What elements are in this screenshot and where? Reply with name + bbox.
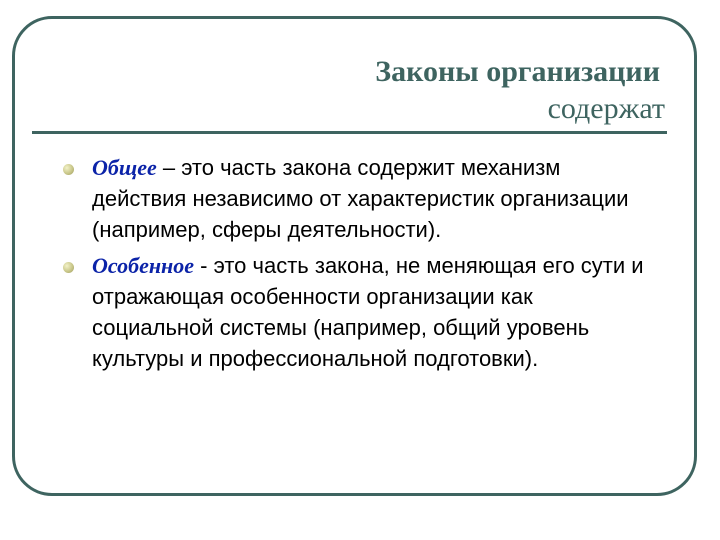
slide-title: Законы организации — [375, 55, 660, 88]
definition-special: - это часть закона, не меняющая его сути и отражающая особенности организации как социальной системы (например, общий уровень культуры и профессиональной подготовки). — [92, 253, 644, 371]
bullet-icon — [63, 262, 74, 273]
definition-general: – это часть закона содержит механизм действия независимо от характеристик организации (например, сферы деятельности). — [92, 155, 629, 242]
slide-subtitle: содержат — [547, 92, 665, 125]
term-general: Общее — [92, 155, 157, 180]
term-special: Особенное — [92, 253, 195, 278]
bullet-list — [60, 152, 660, 379]
bullet-icon — [63, 164, 74, 175]
list-item — [60, 152, 660, 245]
title-divider — [32, 131, 667, 134]
list-item — [60, 250, 660, 374]
